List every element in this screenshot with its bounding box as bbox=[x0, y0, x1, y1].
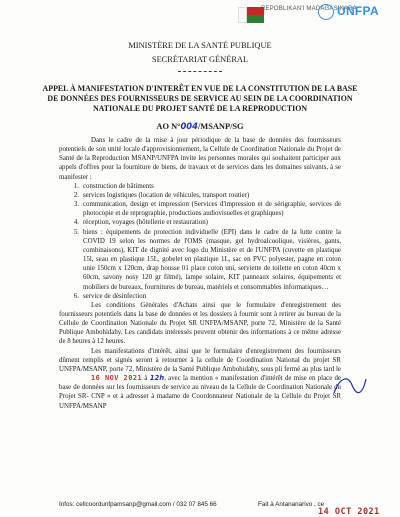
letterhead bbox=[0, 0, 400, 44]
list-item: 3. communication, design et impression (Services d'impression et de sérigraphie, services de photocopie et de reprographie, productions audiovisuelles et graphiques) bbox=[73, 201, 341, 218]
reference-prefix: AO N° bbox=[156, 122, 181, 131]
document-body bbox=[59, 136, 341, 411]
domains-list bbox=[59, 182, 341, 301]
ministry-name: MINISTÈRE DE LA SANTÉ PUBLIQUE bbox=[128, 41, 272, 50]
place-line: Fait à Antananarivo , ce bbox=[258, 501, 325, 508]
list-item: 4. réception, voyages (hôtellerie et restauration) bbox=[73, 219, 208, 227]
deadline-date-stamp: 16 NOV 2021 bbox=[91, 374, 143, 383]
secretariat-name: SECRÉTARIAT GÉNÉRAL bbox=[151, 55, 249, 64]
conditions-paragraph: Les conditions Générales d'Achats ainsi que le formulaire d'enregistrement des fournisseurs potentiels dans la base de données et les dossiers à fournir sont à retirer au bureau de la Cellule de Coordination Nationale du Projet SR UNFPA/MSANP, porte 72, Ministère de la Santé Publique Ambohidahy. Les candidats intéressés peuvent obtenir des informations à ce même adresse de 8 heures à 12 heures. bbox=[59, 301, 341, 346]
list-item: 6. service de désinfection bbox=[73, 292, 147, 300]
reference-suffix: /MSANP/SG bbox=[197, 122, 244, 131]
unfpa-logo: UNFPA bbox=[337, 4, 379, 18]
republic-label: REPOBLIKAN'I MADAGASIKARA bbox=[261, 6, 357, 12]
reference-number-handwritten: 004 bbox=[180, 121, 198, 131]
separator-rule bbox=[178, 71, 222, 72]
list-item: 5. biens : équipements de protection individuelle (EPI) dans le cadre de la lutte contre la COVID 19 selon les normes de l'OMS (masque, gel hydroalcoolique, visières, gants, combinaisons), KIT de dignité avec logo du Ministère et de l'UNFPA (cuvette en plastique 15l, seau en plastique 15L, gobelet en plastique 1L, sac en PVC polyester, pagne en coton unie 150cm x 120cm, drap housse 01 place coton uni, serviette de toilette en coton 40cm x 60cm, savony nosy 120 gr filmé), lampe solaire, KIT panneaux solaires, équipements et mobiliers de bureaux, fournitures de bureau, matériels et consommables informatiques… bbox=[73, 228, 341, 291]
contact-info: Infos: cellcoordunfpamsanp@gmail.com / 032 07 845 66 bbox=[59, 501, 217, 508]
intro-paragraph: Dans le cadre de la mise à jour périodique de la base de données des fournisseurs potentiels de son unité locale d'approvisionnement, la Cellule de Coordination Nationale du Projet de Santé de la Reproduction MSANP/UNFPA invite les personnes morales qui souhaitent participer aux appels d'offres pour la fourniture de biens, de travaux et de services dans les domaines suivants, à se manifester : bbox=[59, 137, 341, 181]
handwritten-mark-icon bbox=[330, 371, 370, 401]
signature-date-stamp: 14 OCT 2021 bbox=[318, 507, 380, 517]
deadline-hour-handwritten: 12h bbox=[149, 374, 165, 383]
reference-number bbox=[0, 121, 400, 131]
document-title: APPEL À MANIFESTATION D'INTERÊT EN VUE DE LA CONSTITUTION DE LA BASE DE DONNÉES DES FOURNISSEURS DE SERVICE AU SEIN DE LA COORDINATION NATIONALE DU PROJET SANTÉ DE LA REPRODUCTION bbox=[42, 84, 358, 113]
list-item: 1. construction de bâtiments bbox=[73, 182, 154, 190]
list-item: 2. services logistiques (location de véhicules, transport routier) bbox=[73, 191, 250, 199]
submission-paragraph: Les manifestations d'intérêt, ainsi que le formulaire d'enregistrement des fournisseurs dûment remplis et signés seront à retourner à la cellule de Coordination National du projet SR UNFPA/MSANP, porte 72, Ministère de la Santé Publique Ambohidahy, sous pli fermé au plus tard le 16 NOV 2021 à 12h, avec la mention « manifestation d'intérêt de mise en place de base de données sur les fournisseurs de service au niveau de la Cellule de Coordination Nationale du Projet SR- CNP » et à adresser à madame de Coordonnateur Nationale de la Cellule du Projet SR UNFPA/MSANP bbox=[59, 347, 341, 410]
un-emblem-icon bbox=[318, 4, 334, 20]
